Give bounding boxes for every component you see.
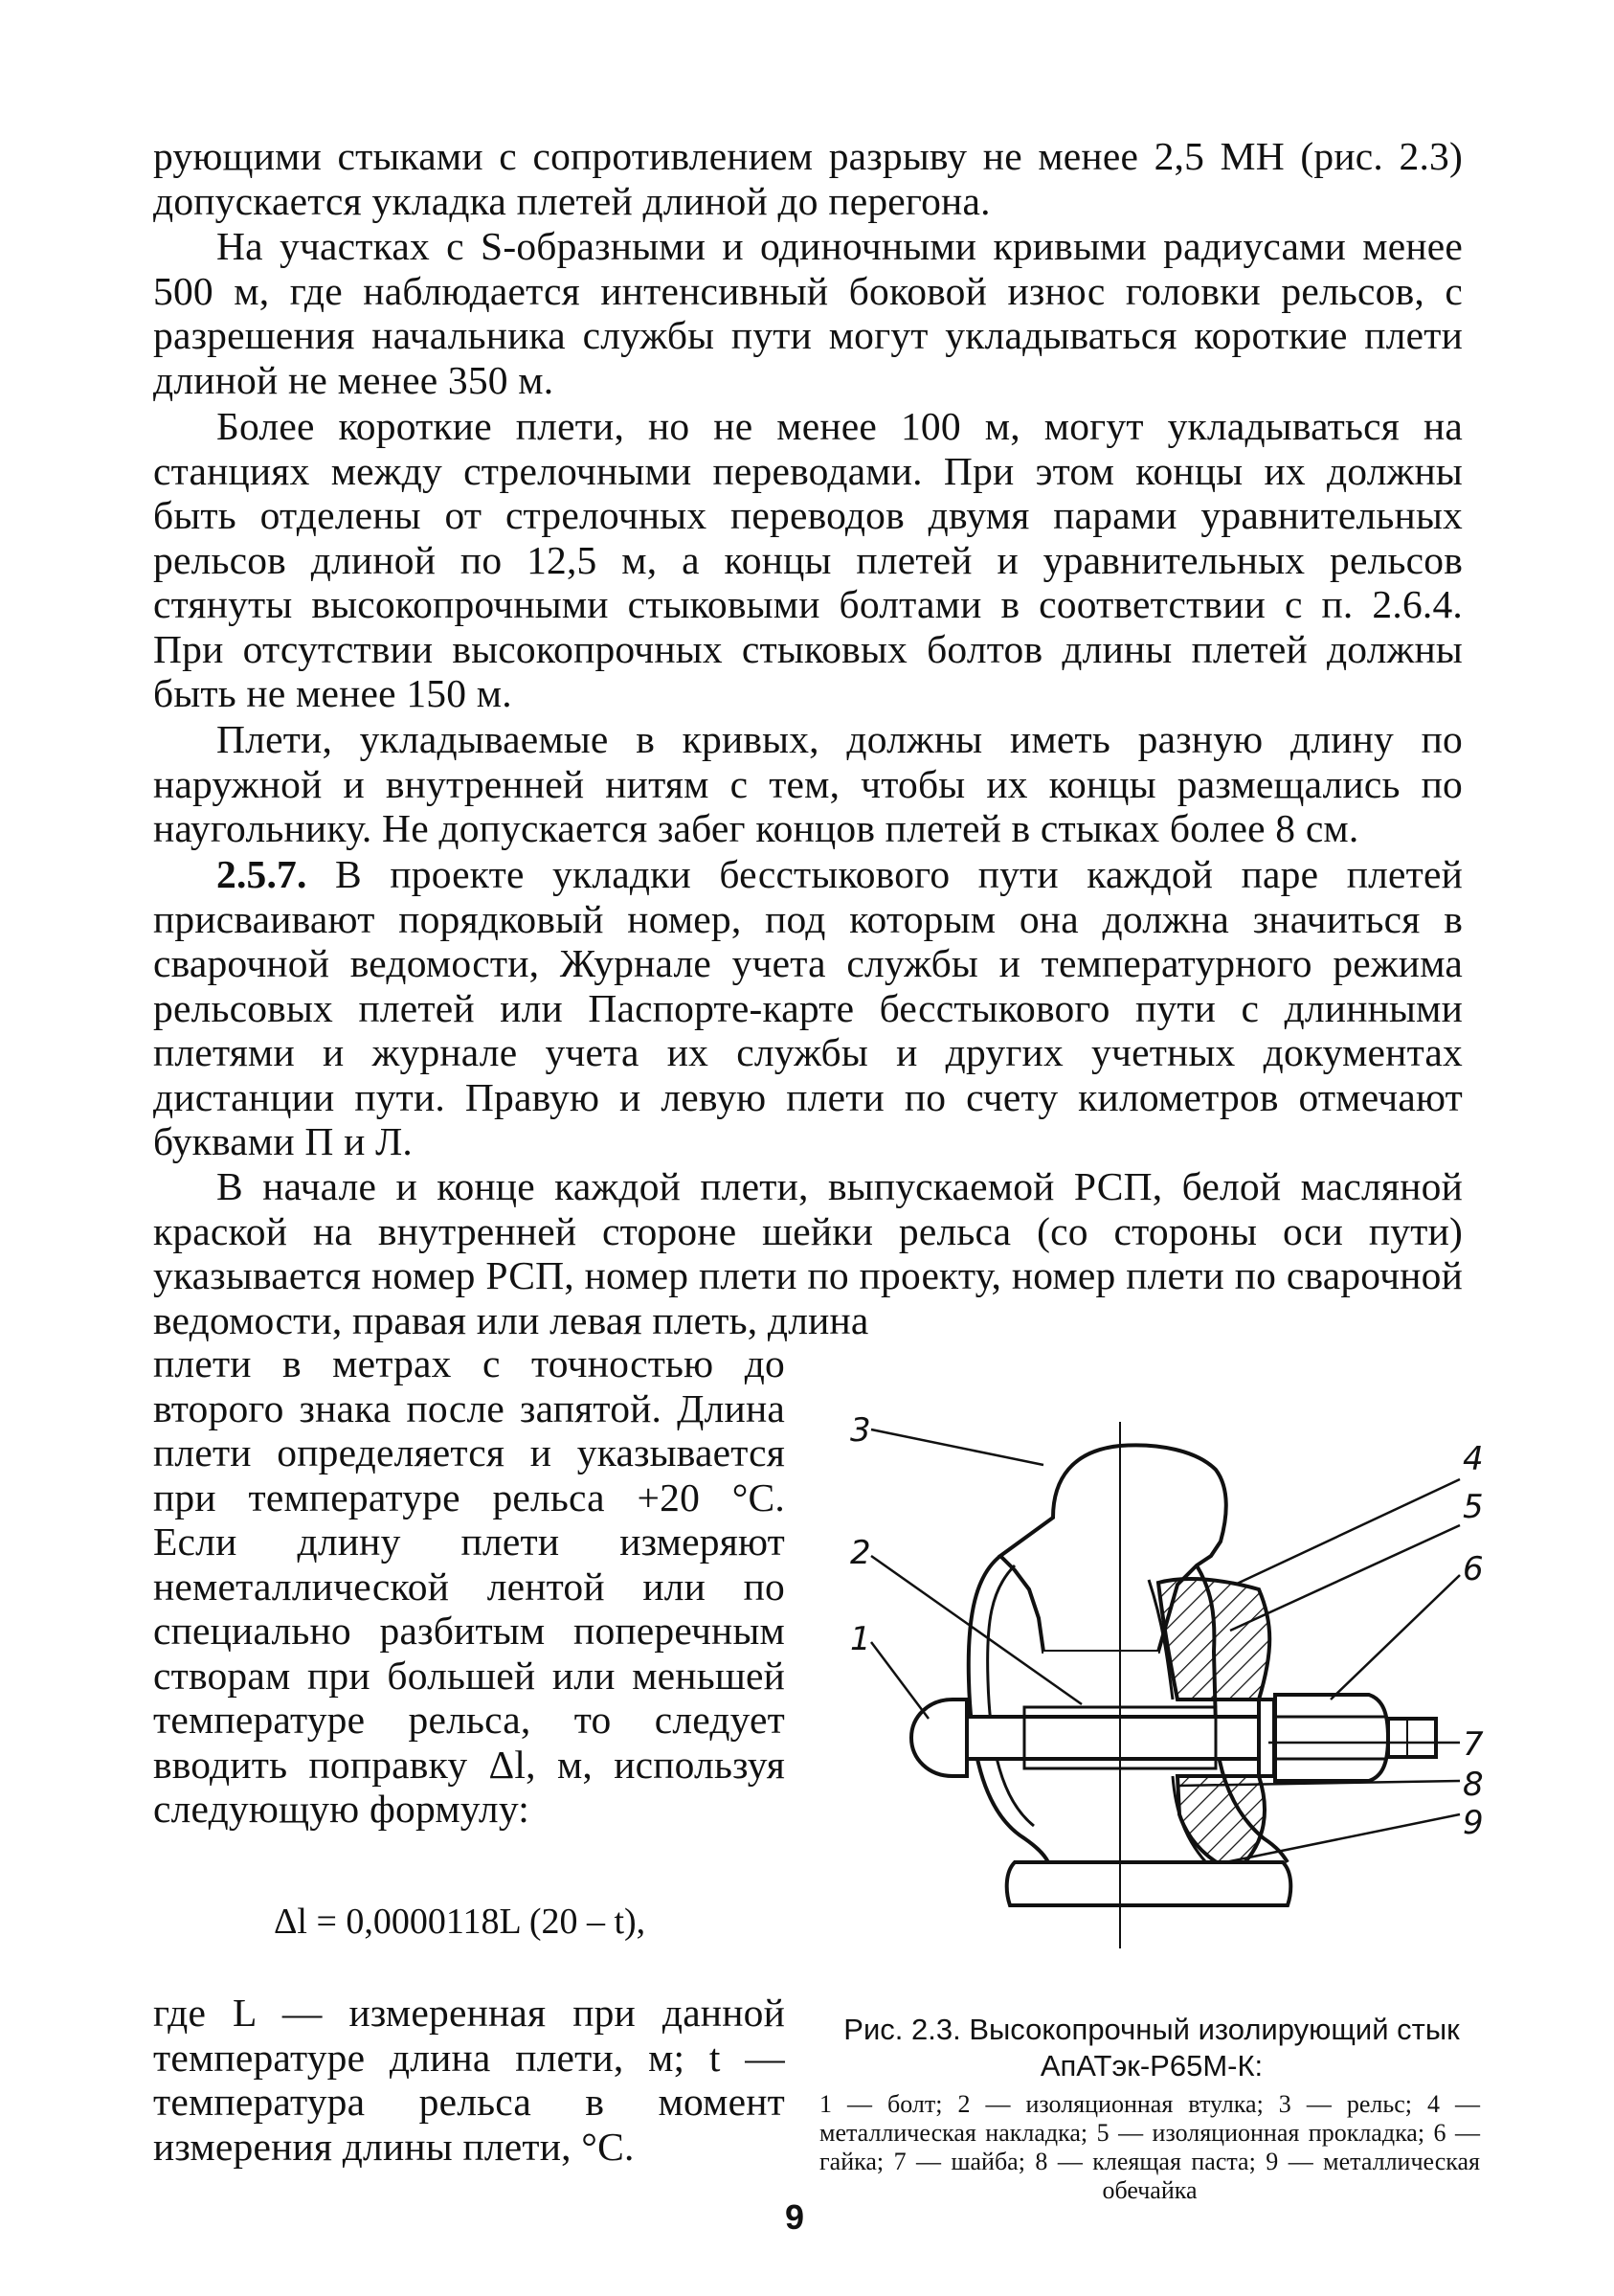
- callout-6: 6: [1463, 1550, 1484, 1588]
- rail-joint-figure: [833, 1412, 1484, 1987]
- bolt-end: [1388, 1719, 1436, 1757]
- figure-caption-legend: 1 — болт; 2 — изоляционная втулка; 3 — рельс; 4 — металлическая накладка; 5 — изоляционная прокладка; 6 — гайка; 7 — шайба; 8 — клеящая паста; 9 — металлическая обечайка: [819, 2090, 1480, 2204]
- correction-formula: Δl = 0,0000118L (20 – t),: [274, 1902, 646, 1942]
- callout-9: 9: [1463, 1804, 1484, 1842]
- paragraph-5-section-2-5-7: [153, 852, 1463, 1164]
- callout-7: 7: [1463, 1725, 1484, 1764]
- metal-plate-upper: [1158, 1579, 1269, 1699]
- paragraph-6: В начале и конце каждой плети, выпускаемой РСП, белой масляной краской на внутренней стороне шейки рельса (со стороны оси пути) указывается номер РСП, номер плети по проекту, номер плети по сварочной ведомости, правая или левая плеть, длина: [153, 1164, 1463, 1342]
- bolt-head: [911, 1699, 967, 1776]
- paragraph-1: рующими стыками с сопротивлением разрыву не менее 2,5 МН (рис. 2.3) допускается укладка плетей длиной до перегона.: [153, 134, 1463, 223]
- paragraph-2: На участках с S-образными и одиночными кривыми радиусами менее 500 м, где наблюдается интенсивный боковой износ головки рельсов, с разрешения начальника службы пути могут укладываться короткие плети длиной не менее 350 м.: [153, 224, 1463, 402]
- callout-5: 5: [1463, 1488, 1484, 1526]
- paragraph-7-left-column: плети в метрах с точностью до второго знака после запятой. Длина плети определяется и указывается при температуре рельса +20 °С. Если длину плети измеряют неметаллической лентой или по специально разбитым поперечным створам при большей или меньшей температуре рельса, то следует вводить поправку Δl, м, используя следующую формулу:: [153, 1341, 785, 1831]
- washer: [1259, 1699, 1274, 1776]
- figure-caption-title: Рис. 2.3. Высокопрочный изолирующий стык АпАТэк-Р65М-К:: [843, 2013, 1460, 2082]
- section-number: 2.5.7.: [216, 852, 307, 896]
- page-number: 9: [785, 2197, 805, 2237]
- callout-2: 2: [850, 1534, 871, 1572]
- callout-3: 3: [850, 1412, 871, 1450]
- paragraph-8-left-column: где L — измеренная при данной температуре длина плети, м; t — температура рельса в момент измерения длины плети, °С.: [153, 1991, 785, 2169]
- callout-8: 8: [1463, 1766, 1484, 1804]
- paragraph-3: Более короткие плети, но не менее 100 м, могут укладываться на станциях между стрелочными переводами. При этом концы их должны быть отделены от стрелочных переводов двумя парами уравнительных рельсов длиной по 12,5 м, а концы плетей и уравнительных рельсов стянуты высокопрочными стыковыми болтами в соответствии с п. 2.6.4. При отсутствии высокопрочных стыковых болтов длины плетей должны быть не менее 150 м.: [153, 404, 1463, 715]
- section-text: В проекте укладки бесстыкового пути каждой паре плетей присваивают порядковый номер, под которым она должна значиться в сварочной ведомости, Журнале учета службы и температурного режима рельсовых плетей или Паспорте-карте бесстыкового пути с длинными плетями и журнале учета их службы и других учетных документах дистанции пути. Правую и левую плети по счету километров отмечают буквами П и Л.: [153, 852, 1463, 1163]
- callout-1: 1: [850, 1620, 871, 1658]
- rail-base: [1007, 1862, 1291, 1905]
- nut: [1275, 1695, 1388, 1781]
- paragraph-4: Плети, укладываемые в кривых, должны иметь разную длину по наружной и внутренней нитям с тем, чтобы их концы размещались по наугольнику. Не допускается забег концов плетей в стыках более 8 см.: [153, 717, 1463, 850]
- callout-4: 4: [1463, 1440, 1484, 1478]
